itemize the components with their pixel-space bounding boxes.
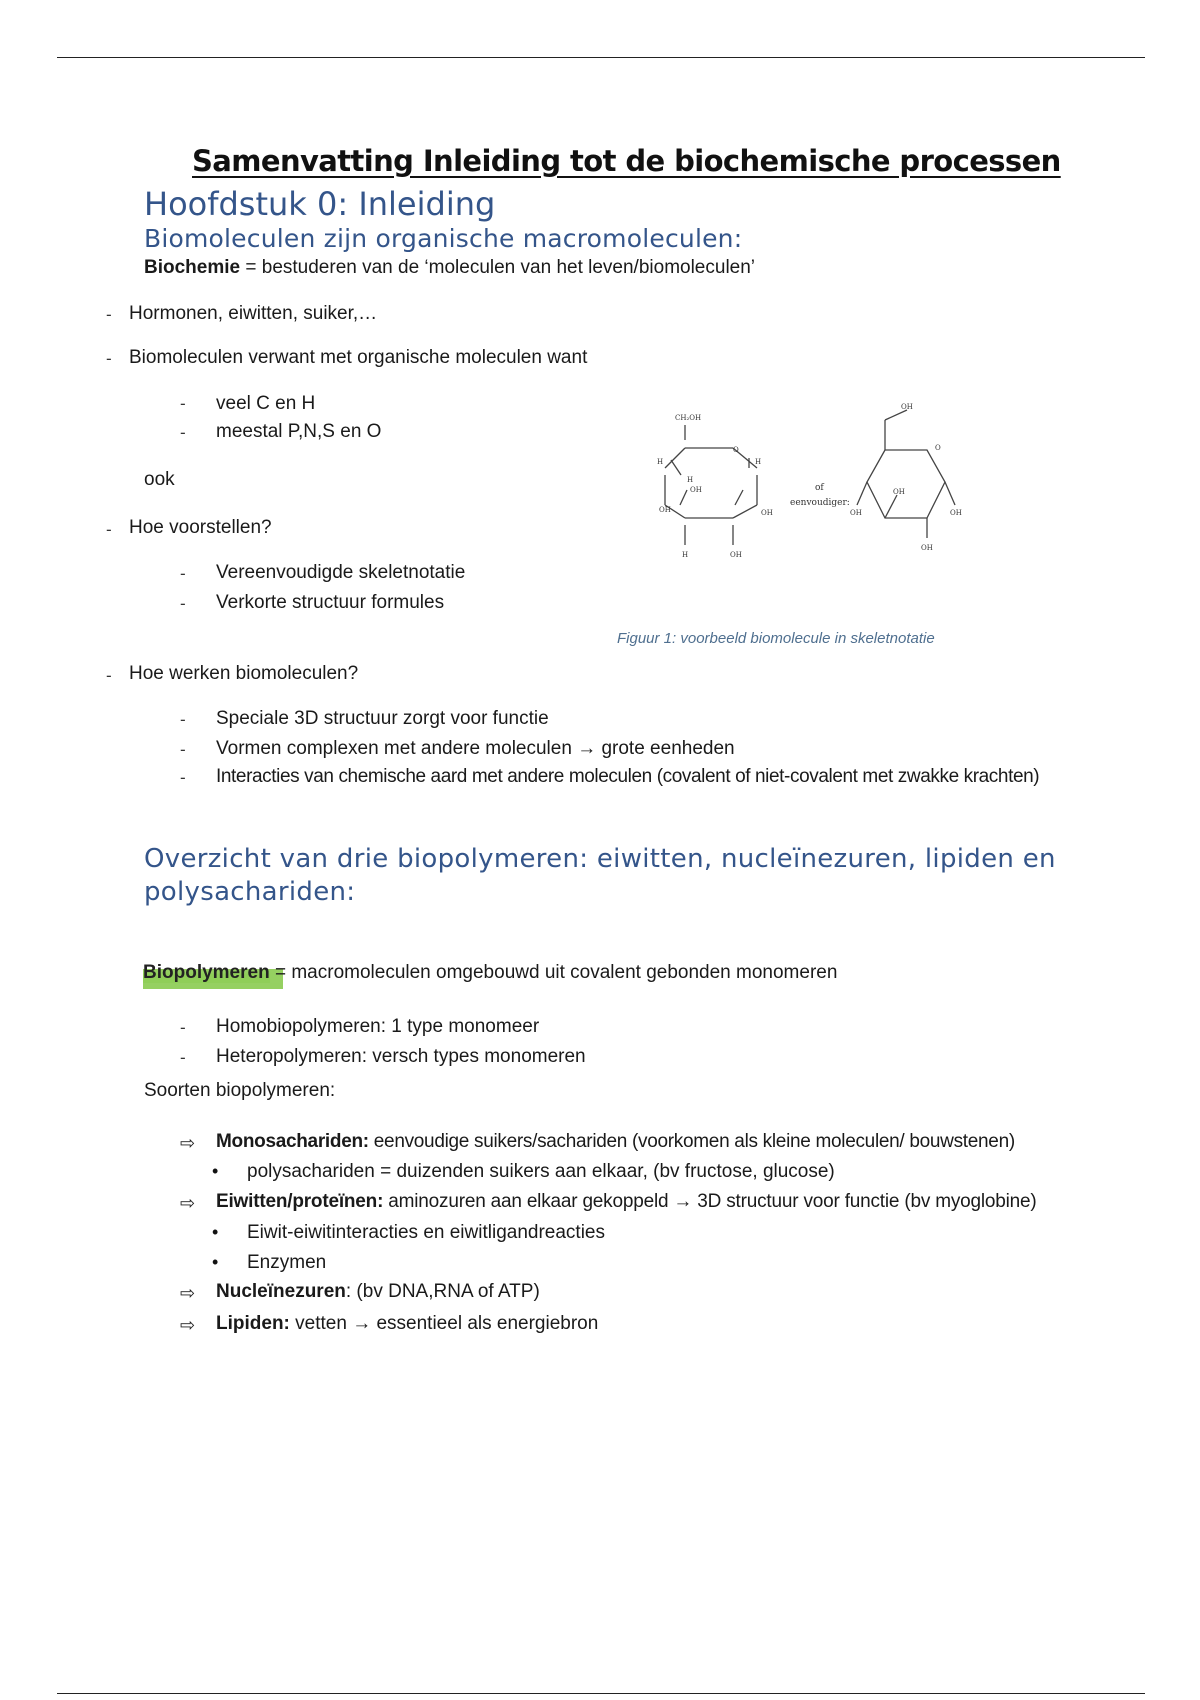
sub-list-item: meestal P,N,S en O <box>216 421 382 442</box>
svg-text:H: H <box>755 458 762 466</box>
list-item: Hoe voorstellen? <box>129 517 272 538</box>
svg-text:H: H <box>657 458 664 466</box>
arrow-bullet-icon: ⇨ <box>180 1283 196 1303</box>
svg-text:H: H <box>682 551 689 559</box>
type-item <box>216 1313 598 1335</box>
list-item: Biomoleculen verwant met organische moleculen want <box>129 347 588 368</box>
svg-text:OH: OH <box>730 551 742 559</box>
definition-term: Biopolymeren <box>143 962 270 983</box>
type-text: : (bv DNA,RNA of ATP) <box>345 1281 540 1302</box>
dash-bullet: - <box>180 394 186 413</box>
bullet-item: Eiwit-eiwitinteracties en eiwitligandreacties <box>247 1222 605 1243</box>
dash-bullet: - <box>106 349 112 368</box>
dash-bullet: - <box>180 1048 186 1067</box>
bottom-rule <box>57 1693 1145 1694</box>
dot-bullet: • <box>212 1252 219 1272</box>
molecule-figure <box>645 400 1010 560</box>
section-heading-biopolymeren: Overzicht van drie biopolymeren: eiwitten, nucleïnezuren, lipiden en polysachariden: <box>144 844 1056 907</box>
dash-bullet: - <box>180 768 186 787</box>
soorten-label: Soorten biopolymeren: <box>144 1080 336 1101</box>
definition-text: = bestuderen van de ‘moleculen van het leven/biomoleculen’ <box>240 257 756 278</box>
svg-text:OH: OH <box>893 488 905 496</box>
document-title: Samenvatting Inleiding tot de biochemische processen <box>192 144 1061 178</box>
arrow-bullet-icon: ⇨ <box>180 1133 196 1153</box>
definition-biopolymeren <box>143 962 837 984</box>
svg-text:OH: OH <box>659 506 671 514</box>
dot-bullet: • <box>212 1222 219 1242</box>
svg-text:H: H <box>687 476 694 484</box>
svg-text:O: O <box>733 446 739 454</box>
of-label: of <box>815 483 824 493</box>
figure-caption: Figuur 1: voorbeeld biomolecule in skeletnotatie <box>617 630 935 647</box>
dash-bullet: - <box>180 564 186 583</box>
sub-list-item: Homobiopolymeren: 1 type monomeer <box>216 1016 540 1037</box>
dash-bullet: - <box>106 520 112 539</box>
type-text: aminozuren aan elkaar gekoppeld → 3D structuur voor functie (bv myoglobine) <box>383 1191 1037 1212</box>
bullet-item: polysachariden = duizenden suikers aan elkaar, (bv fructose, glucose) <box>247 1161 835 1182</box>
top-rule <box>57 57 1145 58</box>
dash-bullet: - <box>180 740 186 759</box>
dot-bullet: • <box>212 1161 219 1181</box>
eenvoudiger-label: eenvoudiger: <box>790 498 850 508</box>
type-term: Nucleïnezuren <box>216 1281 346 1302</box>
type-term: Eiwitten/proteïnen: <box>216 1191 384 1212</box>
sub-list-item: Vereenvoudigde skeletnotatie <box>216 562 466 583</box>
sub-list-item: Heteropolymeren: versch types monomeren <box>216 1046 586 1067</box>
type-item <box>216 1191 1037 1213</box>
definition-term: Biochemie <box>144 257 241 278</box>
svg-text:O: O <box>935 444 941 452</box>
dash-bullet: - <box>180 594 186 613</box>
sub-list-item: Interacties van chemische aard met andere moleculen (covalent of niet-covalent met zwakke krachten) <box>216 766 1040 787</box>
sub-list-item: Speciale 3D structuur zorgt voor functie <box>216 708 549 729</box>
svg-text:OH: OH <box>690 486 702 494</box>
ch2oh-label: CH₂OH <box>675 414 702 422</box>
dash-bullet: - <box>106 666 112 685</box>
sub-list-item: Vormen complexen met andere moleculen → grote eenheden <box>216 738 735 759</box>
section-heading-biomoleculen: Biomoleculen zijn organische macromoleculen: <box>144 224 743 253</box>
svg-text:OH: OH <box>761 509 773 517</box>
sub-list-item: Verkorte structuur formules <box>216 592 445 613</box>
definition-text: = macromoleculen omgebouwd uit covalent gebonden monomeren <box>269 962 838 983</box>
skeletal-ring <box>857 410 955 538</box>
arrow-bullet-icon: ⇨ <box>180 1193 196 1213</box>
chapter-heading: Hoofdstuk 0: Inleiding <box>144 185 496 223</box>
type-term: Monosachariden: <box>216 1131 369 1152</box>
svg-text:OH: OH <box>921 544 933 552</box>
sub-list-item: veel C en H <box>216 393 316 414</box>
type-item <box>216 1131 1015 1153</box>
dash-bullet: - <box>180 710 186 729</box>
ook-text: ook <box>144 469 175 490</box>
type-term: Lipiden: <box>216 1313 290 1334</box>
dash-bullet: - <box>180 423 186 442</box>
type-text: vetten → essentieel als energiebron <box>289 1313 599 1334</box>
arrow-bullet-icon: ⇨ <box>180 1315 196 1335</box>
bullet-item: Enzymen <box>247 1252 327 1273</box>
dash-bullet: - <box>106 305 112 324</box>
definition-biochemie <box>144 257 755 279</box>
dash-bullet: - <box>180 1018 186 1037</box>
list-item: Hoe werken biomoleculen? <box>129 663 359 684</box>
type-text: eenvoudige suikers/sachariden (voorkomen als kleine moleculen/ bouwstenen) <box>368 1131 1015 1152</box>
type-item <box>216 1281 540 1303</box>
list-item: Hormonen, eiwitten, suiker,… <box>129 303 378 324</box>
svg-text:OH: OH <box>950 509 962 517</box>
svg-text:OH: OH <box>901 403 913 411</box>
svg-text:OH: OH <box>850 509 862 517</box>
